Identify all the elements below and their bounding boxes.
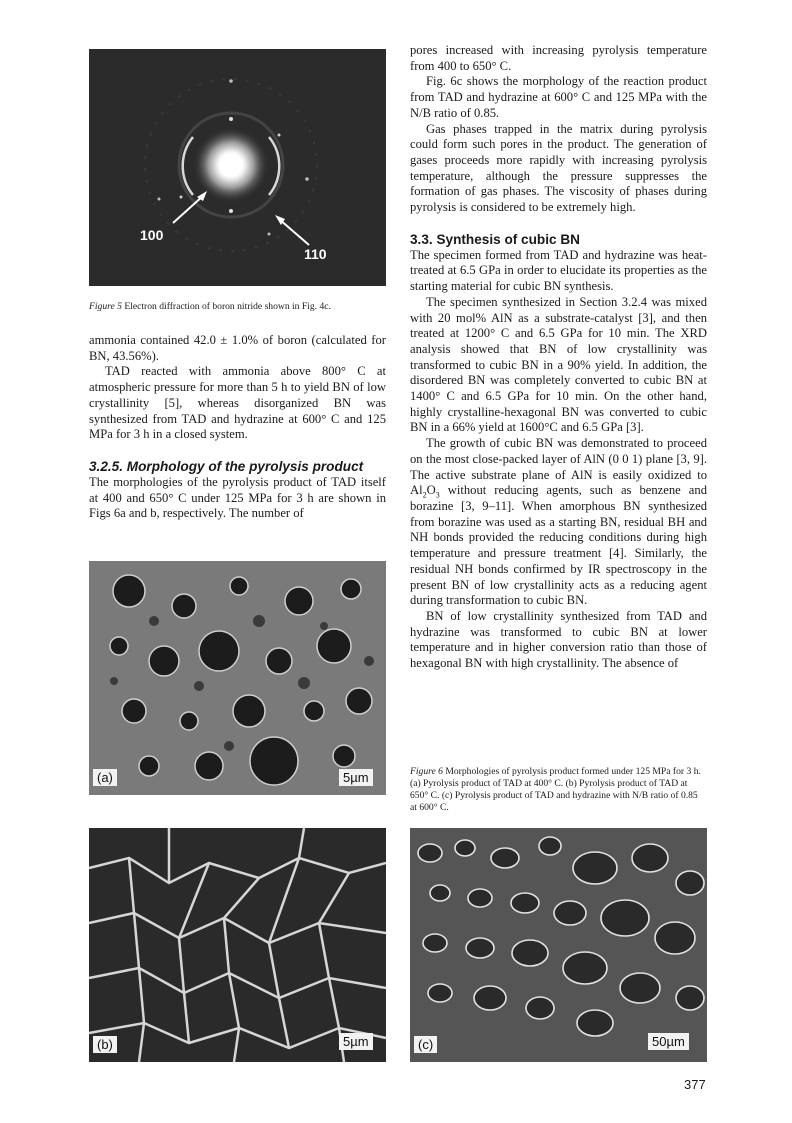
paragraph: pores increased with increasing pyrolysis temperature from 400 to 650° C. [410,43,707,73]
label-110: 110 [304,246,327,262]
figure-6c-micrograph [410,828,707,1062]
scale-bar-a: 5µm [339,769,373,786]
arrow-110 [279,219,309,245]
panel-label-a: (a) [93,769,117,786]
right-column [410,43,707,672]
scale-bar-c: 50µm [648,1033,689,1050]
paragraph: Fig. 6c shows the morphology of the reaction product from TAD and hydrazine at 600° C and 125 MPa with the N/B ratio of 0.85. [410,74,707,120]
label-100: 100 [140,227,164,243]
foam-texture-c [410,828,707,1062]
paragraph: TAD reacted with ammonia above 800° C at atmospheric pressure for more than 5 h to yield BN of low crystallinity [5], whereas disorganized BN was synthesized from TAD and hydrazine at 600° C and 125 MPa for 3 h in a closed system. [89,364,386,442]
figure-6b-micrograph [89,828,386,1062]
figure-6a-micrograph [89,561,386,795]
arrow-100 [173,195,204,223]
cellular-texture-b [89,828,386,1062]
page-number: 377 [684,1077,706,1092]
diffraction-pattern [89,49,386,286]
paragraph: The specimen synthesized in Section 3.2.4 was mixed with 20 mol% AlN as a substrate-catalyst [3], and then treated at 1200° C and 6.5 GPa for 10 min. The XRD analysis showed that BN of low crystallinity was transformed to cubic BN in a 90% yield. In addition, the disordered BN was completely converted to cubic BN at 1400° C and 6.5 GPa for 10 min. On the other hand, highly crystalline-hexagonal BN was converted to cubic BN in a 66% yield at 1600°C and 6.5 GPa [3]. [410,294,707,435]
paragraph: The specimen formed from TAD and hydrazine was heat-treated at 6.5 GPa in order to elucidate its properties as the starting material for cubic BN synthesis. [410,247,707,294]
left-column [89,333,386,522]
paragraph: Gas phases trapped in the matrix during pyrolysis could form such pores in the product. The generation of gases proceeds more rapidly with increasing pyrolysis temperature, although the pressure suppresses the formation of gas phases. The viscosity of phases during pyrolysis is considered to be extremely high. [410,121,707,215]
panel-label-c: (c) [414,1036,437,1053]
paragraph: The morphologies of the pyrolysis product of TAD itself at 400 and 650° C under 125 MPa for 3 h are shown in Figs 6a and b, respectively. The number of [89,474,386,521]
paragraph: ammonia contained 42.0 ± 1.0% of boron (calculated for BN, 43.56%). [89,333,386,363]
paragraph: The growth of cubic BN was demonstrated to proceed on the most close-packed layer of AlN (0 0 1) plane [3, 9]. The active substrate plane of AlN is easily oxidized to $Al_2O_3$ without reducing agents, such as benzene and borazine [3, 9–11]. When amorphous BN synthesized from borazine was used as a starting BN, residual BH and NH bonds provided the reducing conditions during high temperature and pressure treatment [4]. Similarly, the residual NH bonds confirmed by IR spectroscopy in the present BN of low crystallinity acts as a reducing agent during transformation to cubic BN. [410,436,707,608]
panel-label-b: (b) [93,1036,117,1053]
figure-5-diffraction-image [89,49,386,286]
porous-texture-a [89,561,386,795]
section-heading-3-2-5: 3.2.5. Morphology of the pyrolysis product [89,458,364,474]
figure-5-caption: Figure 5 Electron diffraction of boron nitride shown in Fig. 4c. [89,301,331,312]
paragraph: BN of low crystallinity synthesized from TAD and hydrazine was transformed to cubic BN at lower temperature and in higher conversion ratio than those of hexagonal BN with high crystallinity. The absence of [410,608,707,671]
scale-bar-b: 5µm [339,1033,373,1050]
section-heading-3-3: 3.3. Synthesis of cubic BN [410,231,580,247]
figure-6-caption: Figure 6 Morphologies of pyrolysis product formed under 125 MPa for 3 h. (a) Pyrolysis product of TAD at 400° C. (b) Pyrolysis product of TAD at 650° C. (c) Pyrolysis product of TAD and hydrazine with N/B ratio of 0.85 at 600° C. [410,766,701,813]
